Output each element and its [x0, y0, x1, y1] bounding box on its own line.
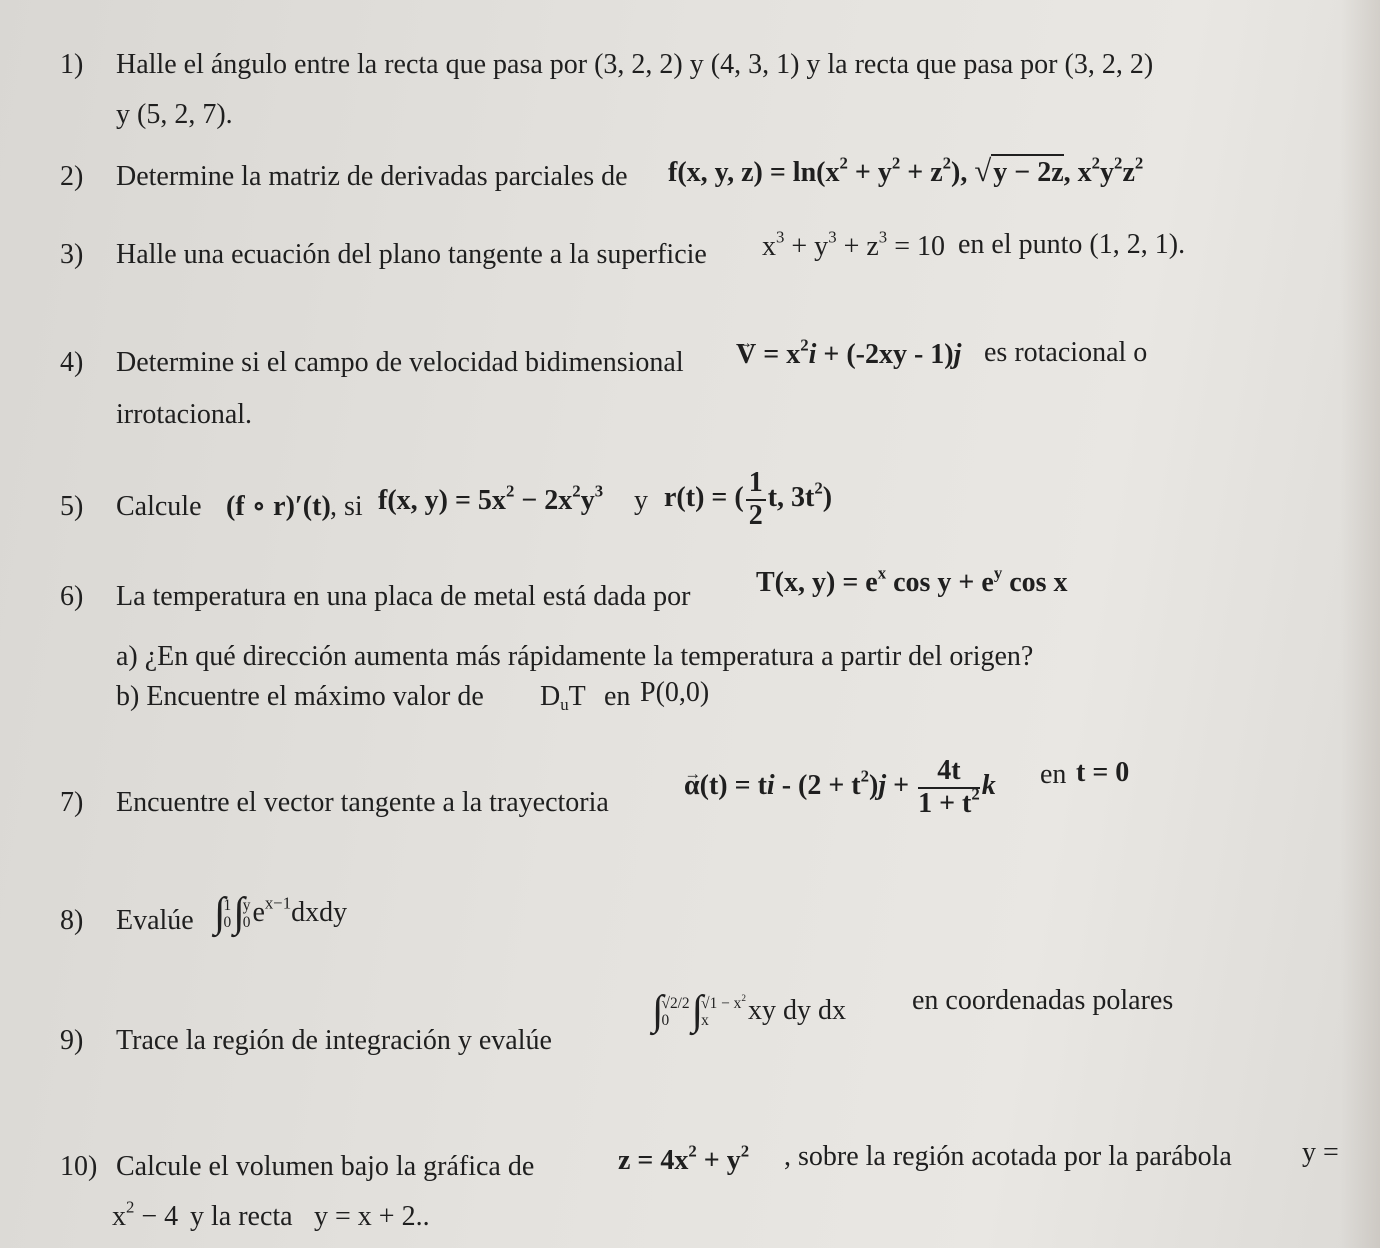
problem-number: 5) [60, 491, 84, 522]
formula-polar-integral: ∫ √2/2 0 ∫ $√1 - x^2$ x xy dy dx [652, 988, 846, 1035]
problem-tail: es rotacional o [984, 337, 1148, 368]
problem-text: b) Encuentre el máximo valor de [116, 681, 484, 712]
problem-number: 2) [60, 161, 84, 192]
problem-text: a) ¿En qué dirección aumenta más rápidamente la temperatura a partir del origen? [116, 641, 1034, 672]
formula-t0: t = 0 [1076, 757, 1130, 788]
problem-tail: y la recta [190, 1201, 293, 1232]
formula-point: P(0,0) [640, 677, 710, 708]
problem-text: y (5, 2, 7). [116, 99, 233, 130]
problem-number: 3) [60, 239, 84, 270]
problem-mid: , sobre la región acotada por la parábola [784, 1141, 1232, 1172]
problem-number: 7) [60, 787, 84, 818]
formula-field: → $V = x^2i + (-2xy - 1)j$ [736, 338, 961, 372]
problem-number: 6) [60, 581, 84, 612]
problem-number: 4) [60, 347, 84, 378]
problem-text: Determine si el campo de velocidad bidimensional [116, 347, 684, 378]
formula-trajectory: → α(t) = ti - $(2 + t^2)j$ + $\frac{4t}{1 + t^2}$ k [684, 756, 996, 820]
formula-parabola-end: $x^2 - 4$ [112, 1197, 179, 1232]
problem-text: Determine la matriz de derivadas parciales de [116, 161, 628, 192]
formula-r: r(t) = ( $\frac{1}{2}$ t, $3t^2$) [664, 467, 833, 531]
problem-number: 8) [60, 905, 84, 936]
problem-text: Encuentre el vector tangente a la trayectoria [116, 787, 609, 818]
formula-surface: $x^3 + y^3 + z^3 = 10$ [762, 227, 945, 262]
problem-tail: en [604, 681, 631, 712]
problem-text: Calcule [116, 491, 202, 522]
problem-text: Trace la región de integración y evalúe [116, 1025, 552, 1056]
problem-number: 9) [60, 1025, 84, 1056]
formula-temperature: T(x, $y) = e^x$ $\cos y + e^y$ cos x [756, 563, 1068, 598]
problem-text: Calcule el volumen bajo la gráfica de [116, 1151, 535, 1182]
formula-composition: (f ∘ r)′(t) [226, 491, 331, 522]
problem-y: y [634, 485, 648, 516]
formula-directional: $D_uT$ [540, 681, 586, 715]
problem-tail: en el punto (1, 2, 1). [958, 229, 1186, 260]
problem-number: 10) [60, 1151, 98, 1182]
problem-mid: , si [330, 491, 363, 522]
formula-surface-z: $z = 4x^2 + y^2$ [618, 1141, 750, 1176]
formula-parabola-start: y = [1302, 1137, 1339, 1168]
formula-line: y = x + 2.. [314, 1201, 430, 1232]
formula-double-integral: ∫ 1 0 ∫ y 0 $e^{x-1}dxdy$ [214, 890, 348, 937]
problem-tail: en [1040, 759, 1067, 790]
problem-text: irrotacional. [116, 399, 253, 430]
formula-f-5: f(x, $y) = 5x^2 - 2x^2y^3$ [378, 481, 604, 516]
problem-text: Evalúe [116, 905, 194, 936]
problem-tail: en coordenadas polares [912, 985, 1174, 1016]
page-edge-shadow [1340, 0, 1380, 1248]
problem-text: Halle una ecuación del plano tangente a la superficie [116, 239, 707, 270]
problem-text: Halle el ángulo entre la recta que pasa por (3, 2, 2) y (4, 3, 1) y la recta que pasa por (3, 2, 2) [116, 49, 1154, 80]
problem-number: 1) [60, 49, 84, 80]
problem-text: La temperatura en una placa de metal está dada por [116, 581, 691, 612]
formula-f-2: f(x, y, $z) = \ln(x^2 + y^2 + z^2)$, √y − 2z, $x^2y^2z^2$ [668, 153, 1144, 188]
